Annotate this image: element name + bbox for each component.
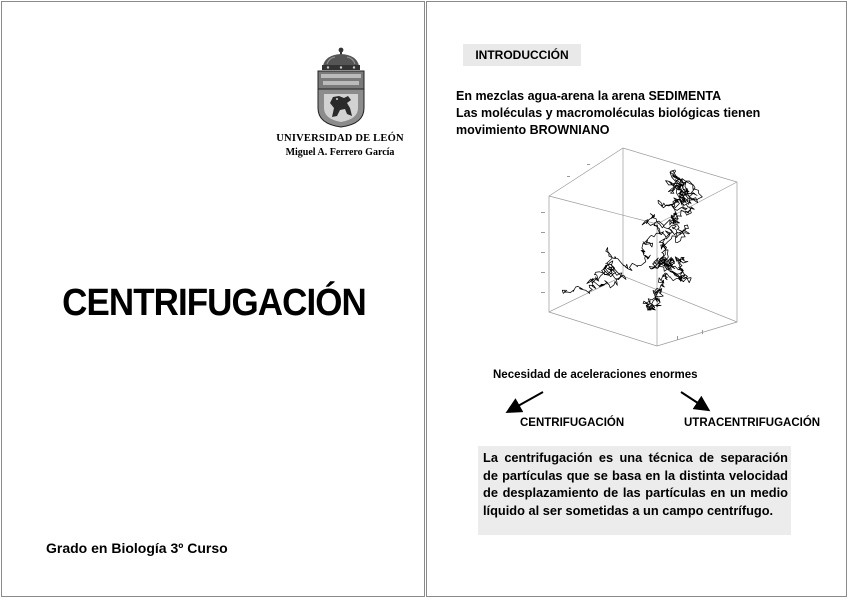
- branch-arrows: [497, 387, 737, 415]
- arrow-left-icon: [509, 392, 543, 411]
- document-title: CENTRIFUGACIÓN: [62, 282, 366, 324]
- intro-line-2: Las moléculas y macromoléculas biológicas tienen: [456, 106, 761, 120]
- definition-text: La centrifugación es una técnica de separación de partículas que se basa en la distinta velocidad de desplazamiento de las partículas en un medio líquido al ser sometidas a un campo centrífugo.: [483, 450, 788, 518]
- need-text: Necesidad de aceleraciones enormes: [493, 369, 698, 381]
- university-name: UNIVERSIDAD DE LEÓN: [276, 133, 404, 144]
- intro-line-3: movimiento BROWNIANO: [456, 123, 610, 137]
- university-crest-icon: [313, 46, 369, 128]
- intro-line-1: En mezclas agua-arena la arena SEDIMENTA: [456, 89, 722, 103]
- left-page: [1, 1, 425, 597]
- brownian-motion-3d-plot: [527, 140, 767, 352]
- course-label: Grado en Biología 3º Curso: [46, 540, 228, 556]
- right-page: [426, 1, 847, 597]
- section-heading: INTRODUCCIÓN: [463, 44, 581, 66]
- branch-centrifugation: CENTRIFUGACIÓN: [520, 417, 625, 429]
- branch-ultracentrifugation: UTRACENTRIFUGACIÓN: [684, 417, 821, 429]
- arrow-right-icon: [681, 392, 707, 409]
- author-name: Miguel A. Ferrero García: [285, 147, 395, 158]
- definition-box: [478, 446, 791, 535]
